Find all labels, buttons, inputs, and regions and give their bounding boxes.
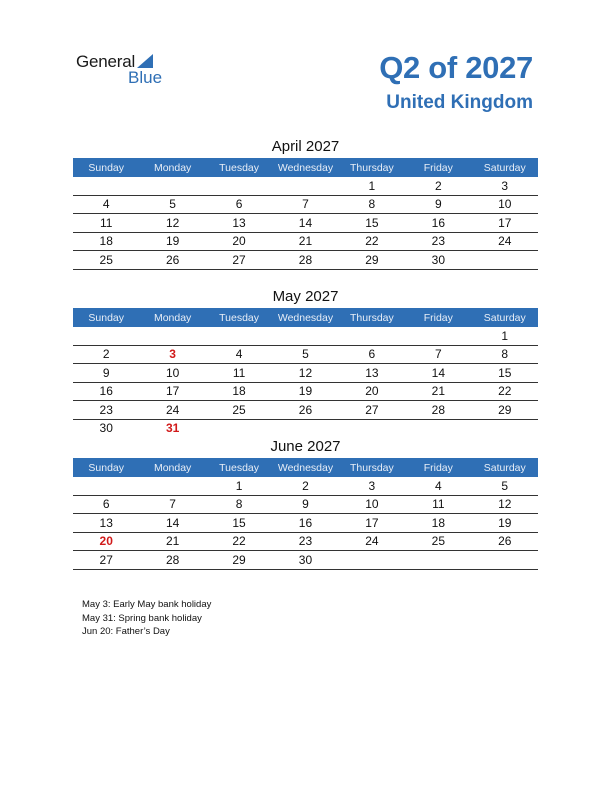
day-cell bbox=[405, 419, 471, 437]
week-row bbox=[73, 345, 538, 364]
day-cell: 13 bbox=[206, 214, 272, 233]
weekday-header: Friday bbox=[405, 308, 471, 327]
day-cell: 3 bbox=[339, 477, 405, 495]
weekday-header: Tuesday bbox=[206, 458, 272, 477]
day-cell: 21 bbox=[405, 382, 471, 401]
weekday-header: Monday bbox=[139, 458, 205, 477]
day-cell bbox=[206, 419, 272, 437]
weekday-header: Sunday bbox=[73, 458, 139, 477]
day-cell: 19 bbox=[139, 232, 205, 251]
day-cell: 23 bbox=[405, 232, 471, 251]
logo-triangle-icon bbox=[137, 54, 153, 68]
day-cell: 18 bbox=[206, 382, 272, 401]
day-cell: 8 bbox=[472, 345, 538, 364]
day-cell: 16 bbox=[272, 514, 338, 533]
day-cell: 5 bbox=[139, 195, 205, 214]
day-cell: 29 bbox=[339, 251, 405, 270]
day-cell: 9 bbox=[73, 364, 139, 383]
day-cell: 6 bbox=[206, 195, 272, 214]
day-cell: 2 bbox=[405, 177, 471, 195]
day-cell: 24 bbox=[339, 532, 405, 551]
day-cell bbox=[139, 477, 205, 495]
day-cell: 14 bbox=[405, 364, 471, 383]
logo-text-general: General bbox=[76, 52, 136, 71]
holiday-note: May 3: Early May bank holiday bbox=[82, 599, 212, 610]
day-cell: 7 bbox=[139, 495, 205, 514]
weekday-header: Sunday bbox=[73, 158, 139, 177]
day-cell: 10 bbox=[139, 364, 205, 383]
day-cell bbox=[272, 327, 338, 345]
day-cell: 16 bbox=[73, 382, 139, 401]
month-title: May 2027 bbox=[272, 288, 339, 305]
weekday-header: Monday bbox=[139, 308, 205, 327]
day-cell: 1 bbox=[472, 327, 538, 345]
day-cell: 25 bbox=[405, 532, 471, 551]
day-cell bbox=[139, 327, 205, 345]
day-cell: 20 bbox=[206, 232, 272, 251]
day-cell: 11 bbox=[206, 364, 272, 383]
day-cell bbox=[339, 327, 405, 345]
weekday-header: Saturday bbox=[472, 308, 538, 327]
day-cell: 27 bbox=[73, 551, 139, 570]
day-cell: 15 bbox=[339, 214, 405, 233]
weekday-header: Thursday bbox=[339, 308, 405, 327]
logo-text-blue: Blue bbox=[128, 68, 163, 87]
weekday-header: Tuesday bbox=[206, 158, 272, 177]
calendar-june bbox=[73, 436, 538, 570]
day-cell: 28 bbox=[405, 401, 471, 420]
day-cell: 11 bbox=[405, 495, 471, 514]
week-row bbox=[73, 364, 538, 383]
day-cell: 6 bbox=[73, 495, 139, 514]
week-row bbox=[73, 251, 538, 270]
day-cell: 26 bbox=[272, 401, 338, 420]
day-cell: 22 bbox=[339, 232, 405, 251]
weekday-header: Thursday bbox=[339, 458, 405, 477]
day-cell: 5 bbox=[272, 345, 338, 364]
day-cell bbox=[73, 177, 139, 195]
country-subtitle: United Kingdom bbox=[386, 92, 533, 113]
day-cell: 27 bbox=[339, 401, 405, 420]
day-cell: 24 bbox=[472, 232, 538, 251]
day-cell: 12 bbox=[272, 364, 338, 383]
weekday-header: Monday bbox=[139, 158, 205, 177]
day-cell: 10 bbox=[339, 495, 405, 514]
weekday-header: Wednesday bbox=[272, 158, 338, 177]
day-cell: 25 bbox=[73, 251, 139, 270]
day-cell bbox=[272, 177, 338, 195]
holiday-note: May 31: Spring bank holiday bbox=[82, 612, 202, 624]
weekday-header: Thursday bbox=[339, 158, 405, 177]
day-cell: 14 bbox=[139, 514, 205, 533]
week-row bbox=[73, 195, 538, 214]
day-cell: 15 bbox=[472, 364, 538, 383]
day-cell: 29 bbox=[206, 551, 272, 570]
page-title: Q2 of 2027 bbox=[379, 50, 533, 85]
weekday-header: Friday bbox=[405, 158, 471, 177]
month-grid bbox=[73, 158, 538, 270]
day-cell: 5 bbox=[472, 477, 538, 495]
day-cell: 14 bbox=[272, 214, 338, 233]
calendar-april bbox=[73, 136, 538, 270]
week-row bbox=[73, 477, 538, 495]
day-cell bbox=[206, 327, 272, 345]
day-cell bbox=[73, 477, 139, 495]
day-cell: 30 bbox=[272, 551, 338, 570]
day-cell: 13 bbox=[339, 364, 405, 383]
month-grid bbox=[73, 458, 538, 570]
day-cell: 19 bbox=[272, 382, 338, 401]
day-cell: 20 bbox=[339, 382, 405, 401]
week-row bbox=[73, 495, 538, 514]
day-cell: 23 bbox=[73, 401, 139, 420]
week-row bbox=[73, 232, 538, 251]
day-cell: 4 bbox=[206, 345, 272, 364]
week-row bbox=[73, 214, 538, 233]
day-cell: 7 bbox=[405, 345, 471, 364]
day-cell: 8 bbox=[339, 195, 405, 214]
week-row bbox=[73, 382, 538, 401]
holiday-note: Jun 20: Father’s Day bbox=[82, 626, 170, 637]
day-cell: 7 bbox=[272, 195, 338, 214]
day-cell: 17 bbox=[139, 382, 205, 401]
day-cell: 24 bbox=[139, 401, 205, 420]
day-cell: 11 bbox=[73, 214, 139, 233]
day-cell: 29 bbox=[472, 401, 538, 420]
weekday-header: Friday bbox=[405, 458, 471, 477]
weekday-header: Tuesday bbox=[206, 308, 272, 327]
weekday-header: Sunday bbox=[73, 308, 139, 327]
day-cell: 17 bbox=[472, 214, 538, 233]
brand-logo bbox=[76, 52, 176, 92]
day-cell: 4 bbox=[73, 195, 139, 214]
day-cell: 15 bbox=[206, 514, 272, 533]
holiday-notes bbox=[82, 598, 211, 639]
day-cell: 10 bbox=[472, 195, 538, 214]
day-cell: 21 bbox=[139, 532, 205, 551]
day-cell: 13 bbox=[73, 514, 139, 533]
day-cell: 12 bbox=[472, 495, 538, 514]
day-cell: 20 bbox=[73, 532, 139, 551]
weekday-header: Saturday bbox=[472, 458, 538, 477]
month-title: April 2027 bbox=[271, 138, 340, 155]
day-cell bbox=[472, 419, 538, 437]
week-row bbox=[73, 532, 538, 551]
day-cell: 2 bbox=[73, 345, 139, 364]
day-cell bbox=[339, 551, 405, 570]
day-cell: 25 bbox=[206, 401, 272, 420]
week-row bbox=[73, 177, 538, 195]
calendar-may bbox=[73, 286, 538, 437]
day-cell: 19 bbox=[472, 514, 538, 533]
day-cell: 9 bbox=[272, 495, 338, 514]
day-cell: 1 bbox=[339, 177, 405, 195]
day-cell bbox=[472, 251, 538, 270]
day-cell: 18 bbox=[405, 514, 471, 533]
day-cell: 2 bbox=[272, 477, 338, 495]
weekday-header: Wednesday bbox=[272, 308, 338, 327]
day-cell bbox=[405, 551, 471, 570]
day-cell: 30 bbox=[405, 251, 471, 270]
day-cell: 3 bbox=[472, 177, 538, 195]
day-cell: 17 bbox=[339, 514, 405, 533]
day-cell bbox=[272, 419, 338, 437]
month-title: June 2027 bbox=[270, 438, 341, 455]
week-row bbox=[73, 327, 538, 345]
weekday-header: Saturday bbox=[472, 158, 538, 177]
day-cell: 26 bbox=[139, 251, 205, 270]
day-cell bbox=[139, 177, 205, 195]
day-cell: 22 bbox=[472, 382, 538, 401]
day-cell: 30 bbox=[99, 421, 113, 436]
week-row bbox=[73, 551, 538, 570]
month-grid bbox=[73, 308, 538, 437]
day-cell bbox=[405, 327, 471, 345]
day-cell: 3 bbox=[139, 345, 205, 364]
day-cell: 18 bbox=[73, 232, 139, 251]
day-cell: 23 bbox=[272, 532, 338, 551]
week-row bbox=[73, 401, 538, 420]
day-cell: 27 bbox=[206, 251, 272, 270]
week-row bbox=[73, 514, 538, 533]
day-cell: 4 bbox=[405, 477, 471, 495]
day-cell: 28 bbox=[272, 251, 338, 270]
day-cell: 26 bbox=[472, 532, 538, 551]
day-cell bbox=[73, 327, 139, 345]
day-cell: 8 bbox=[206, 495, 272, 514]
week-row bbox=[73, 419, 538, 437]
day-cell: 22 bbox=[206, 532, 272, 551]
day-cell: 16 bbox=[405, 214, 471, 233]
day-cell: 9 bbox=[405, 195, 471, 214]
day-cell bbox=[472, 551, 538, 570]
weekday-header: Wednesday bbox=[272, 458, 338, 477]
day-cell: 31 bbox=[165, 421, 180, 436]
day-cell bbox=[206, 177, 272, 195]
day-cell: 6 bbox=[339, 345, 405, 364]
day-cell: 1 bbox=[206, 477, 272, 495]
day-cell: 12 bbox=[139, 214, 205, 233]
day-cell: 21 bbox=[272, 232, 338, 251]
day-cell bbox=[339, 419, 405, 437]
day-cell: 28 bbox=[139, 551, 205, 570]
